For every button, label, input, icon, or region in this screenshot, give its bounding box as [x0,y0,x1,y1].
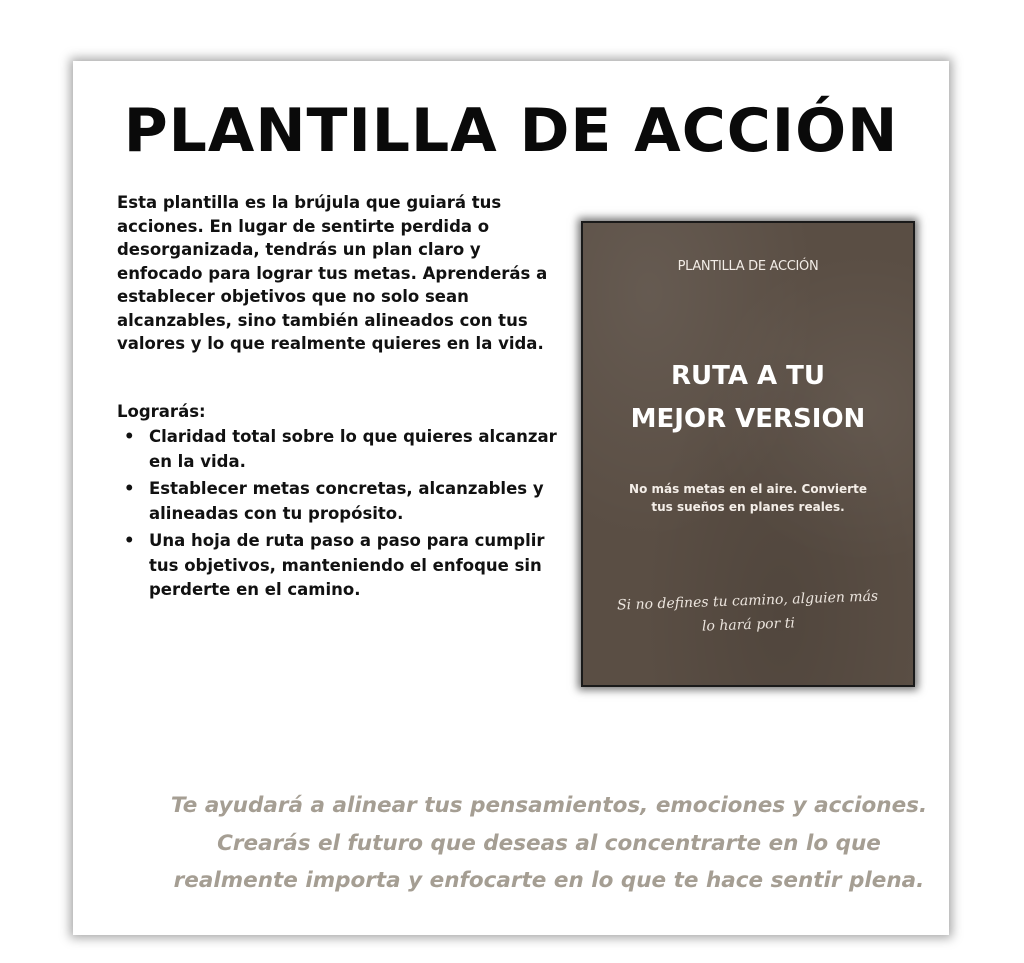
cover-title-line: MEJOR VERSION [630,404,866,434]
page-title: PLANTILLA DE ACCIÓN [123,96,899,166]
intro-paragraph: Esta plantilla es la brújula que guiará tus acciones. En lugar de sentirte perdida o desorganizada, tendrás un plan claro y enfocado para lograr tus metas. Aprenderás a establecer objetivos que no solo sean alcanzables, sino también alineados con tus valores y lo que realmente quieres en la vida. [117,193,548,353]
benefits-heading: Lograrás: [117,402,206,421]
list-item [117,529,567,603]
list-item-text: Establecer metas concretas, alcanzables y alineadas con tu propósito. [149,479,544,523]
list-item-text: Una hoja de ruta paso a paso para cumplir tus objetivos, manteniendo el enfoque sin perderte en el camino. [149,531,545,599]
list-item [117,477,567,526]
bullet-icon: • [124,427,135,446]
cover-quote: Si no defines tu camino, alguien más lo hará por ti [616,588,879,635]
cover-label: PLANTILLA DE ACCIÓN [677,259,819,274]
list-item [117,425,567,474]
cover-title-line: RUTA A TU [670,361,826,391]
content-card [73,61,949,935]
book-cover-image [581,221,915,687]
list-item-text: Claridad total sobre lo que quieres alcanzar en la vida. [149,427,557,471]
cover-title [583,355,913,441]
bullet-icon: • [124,531,135,550]
cover-tagline: No más metas en el aire. Convierte tus sueños en planes reales. [629,482,867,514]
bullet-icon: • [124,479,135,498]
closing-paragraph: Te ayudará a alinear tus pensamientos, emociones y acciones. Crearás el futuro que deseas al concentrarte en lo que realmente importa y enfocarte en lo que te hace sentir plena. [170,793,928,893]
benefits-list [117,425,567,606]
